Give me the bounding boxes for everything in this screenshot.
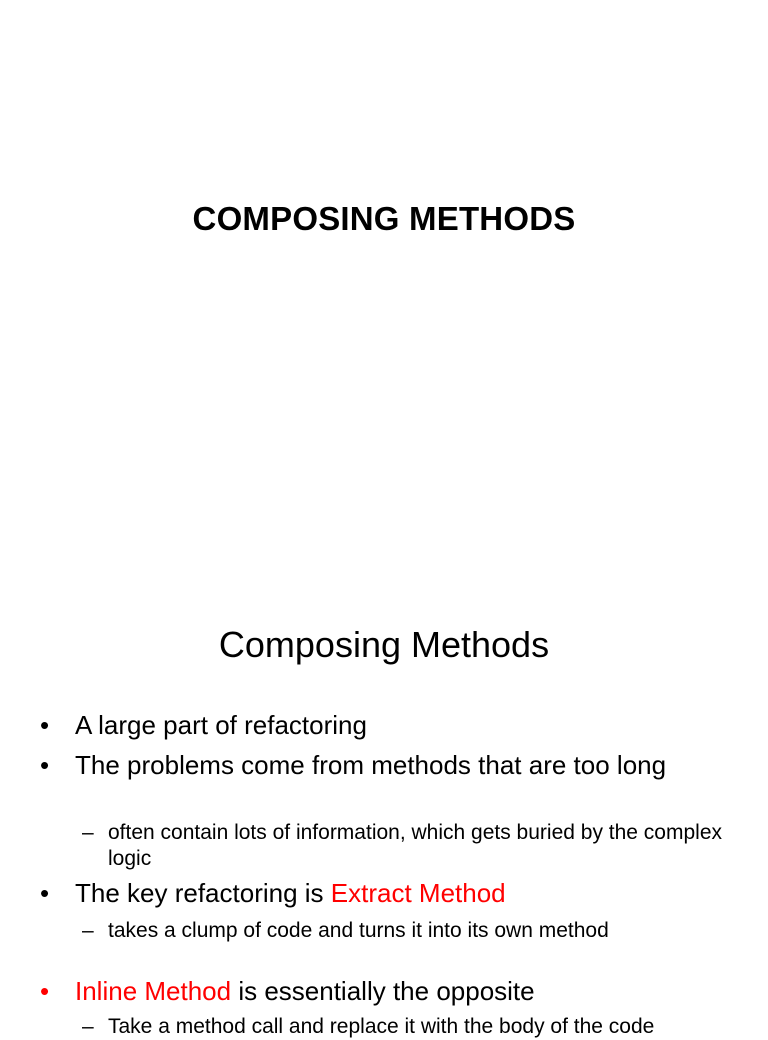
dash-marker: – [82, 919, 94, 942]
bullet-item [40, 750, 720, 781]
slide-heading: Composing Methods [218, 624, 550, 665]
dash-marker: – [82, 1015, 94, 1038]
highlighted-term: Extract Method [330, 878, 506, 908]
sub-bullet-text: Take a method call and replace it with the body of the code [108, 1015, 655, 1038]
sub-bullet-item [82, 1014, 722, 1040]
bullet-marker: • [40, 750, 50, 780]
bullet-text: The problems come from methods that are too long [75, 750, 667, 780]
sub-bullet-text: takes a clump of code and turns it into its own method [108, 919, 609, 942]
bullet-item [40, 976, 720, 1007]
bullet-text: is essentially the opposite [231, 976, 535, 1006]
bullet-item [40, 878, 720, 909]
sub-bullet-text: often contain lots of information, which gets buried by the complex logic [108, 821, 723, 870]
bullet-item [40, 710, 720, 741]
bullet-text: A large part of refactoring [75, 710, 367, 740]
section-title: COMPOSING METHODS [192, 200, 576, 237]
bullet-text: The key refactoring is [75, 878, 331, 908]
slide-content [0, 576, 768, 1038]
bullet-marker: • [40, 878, 50, 908]
sub-bullet-item [82, 918, 722, 944]
dash-marker: – [82, 821, 94, 844]
bullet-marker: • [40, 976, 50, 1006]
bullet-marker: • [40, 710, 50, 740]
highlighted-term: Inline Method [75, 976, 232, 1006]
sub-bullet-item [82, 820, 722, 872]
